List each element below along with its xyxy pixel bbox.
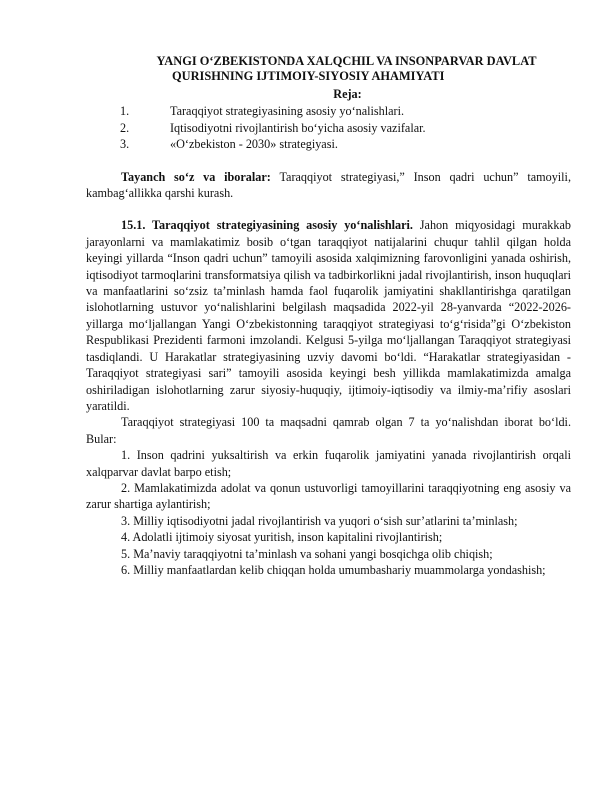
- section-intro-text: Jahon miqyosidagi murakkab jarayonlarni va mamlakatimiz bosib o‘tgan taraqqiyot natijalarini chuqur tahlil qilgan holda keyingi yillarda “Inson qadri uchun” tamoyili asosida xalqimizning farovonligini yanada oshirish, iqtisodiyot tarmoqlarini transformatsiya qilish va tadbirkorlikni jadal rivojlantirish, inson huquqlari va manfaatlarini so‘zsiz ta’minlash hamda faol fuqarolik jamiyatini shakllantirishga qaratilgan islohotlarning ustuvor yo‘nalishlarini belgilash maqsadida 2022-yil 28-yanvarda “2022-2026-yillarga mo‘ljallangan Yangi O‘zbekistonning taraqqiyot strategiyasi to‘g‘risida”gi O‘zbekiston Respublikasi Prezidenti farmoni imzolandi. Kelgusi 5-yilga mo‘ljallangan Taraqqiyot strategiyasi tasdiqlandi. U Harakatlar strategiyasining uzviy davomi bo‘ldi. “Harakatlar strategiyasidan - Taraqqiyot strategiyasi sari” tamoyili asosida keyingi besh yillikda mamlakatimizda amalga oshiriladigan islohotlarning zarur siyosiy-huquqiy, ijtimoiy-iqtisodiy va ilmiy-ma’rifiy asoslari yaratildi.: [86, 218, 571, 413]
- plan-item-text: Iqtisodiyotni rivojlantirish bo‘yicha asosiy vazifalar.: [170, 120, 426, 135]
- section-heading: 15.1. Taraqqiyot strategiyasining asosiy yo‘nalishlari.: [121, 218, 413, 233]
- keywords-text: Taraqqiyot strategiyasi,” Inson qadri uchun” tamoyili, kambag‘allikka qarshi kurash.: [86, 169, 571, 201]
- spacer: [86, 201, 571, 217]
- plan-item: [86, 103, 571, 119]
- plan-heading: Reja:: [333, 87, 362, 101]
- plan-item-text: Taraqqiyot strategiyasining asosiy yo‘nalishlari.: [170, 104, 405, 119]
- direction-item: 2. Mamlakatimizda adolat va qonun ustuvorligi tamoyillarini taraqqiyotning eng asosiy va zarur shartiga aylantirish;: [86, 480, 571, 512]
- body-paragraph: Taraqqiyot strategiyasi 100 ta maqsadni qamrab olgan 7 ta yo‘nalishdan iborat bo‘ldi. Bular:: [86, 415, 571, 446]
- direction-item: 1. Inson qadrini yuksaltirish va erkin fuqarolik jamiyatini yanada rivojlantirish orqali xalqparvar davlat barpo etish;: [86, 448, 571, 479]
- plan-item-number: 3.: [120, 137, 130, 152]
- title-line-2: QURISHNING IJTIMOIY-SIYOSIY AHAMIYATI: [172, 69, 445, 83]
- spacer: [86, 153, 571, 169]
- direction-item: 5. Ma’naviy taraqqiyotni ta’minlash va sohani yangi bosqichga olib chiqish;: [121, 546, 493, 561]
- section-intro-paragraph: [86, 217, 571, 414]
- plan-item-number: 1.: [120, 104, 130, 119]
- plan-item-number: 2.: [120, 120, 130, 135]
- direction-item: 4. Adolatli ijtimoiy siyosat yuritish, inson kapitalini rivojlantirish;: [121, 530, 443, 545]
- keywords-label: Tayanch so‘z va iboralar:: [121, 169, 271, 184]
- plan-list: [86, 103, 571, 152]
- document-content: [86, 54, 571, 578]
- plan-item: [86, 120, 571, 136]
- plan-item: [86, 136, 571, 152]
- plan-item-text: «O‘zbekiston - 2030» strategiyasi.: [170, 137, 338, 152]
- keywords-paragraph: [86, 169, 571, 202]
- title-line-1: YANGI O‘ZBEKISTONDA XALQCHIL VA INSONPARVAR DAVLAT: [156, 54, 537, 68]
- direction-item: 3. Milliy iqtisodiyotni jadal rivojlantirish va yuqori o‘sish sur’atlarini ta’minlash;: [121, 513, 518, 528]
- document-title: [86, 54, 571, 84]
- direction-item: 6. Milliy manfaatlardan kelib chiqqan holda umumbashariy muammolarga yondashish;: [121, 562, 546, 577]
